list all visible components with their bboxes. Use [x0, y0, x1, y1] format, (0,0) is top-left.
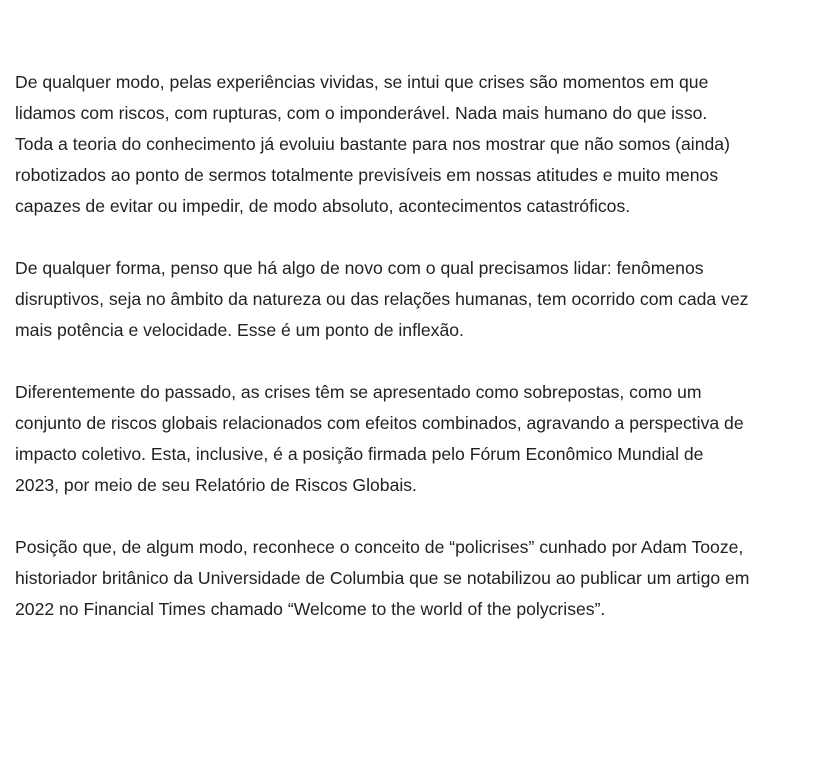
text-line: Posição que, de algum modo, reconhece o conceito de “policrises” cunhado por Adam Tooze,: [15, 537, 744, 557]
text-line: Diferentemente do passado, as crises têm se apresentado como sobrepostas, como um: [15, 382, 702, 402]
text-line: disruptivos, seja no âmbito da natureza ou das relações humanas, tem ocorrido com cada vez: [15, 289, 749, 309]
text-line: conjunto de riscos globais relacionados com efeitos combinados, agravando a perspectiva de: [15, 413, 744, 433]
text-line: 2022 no Financial Times chamado “Welcome to the world of the polycrises”.: [15, 599, 606, 619]
article-body: [15, 67, 815, 625]
paragraph-spacer: [15, 501, 815, 532]
text-line: impacto coletivo. Esta, inclusive, é a posição firmada pelo Fórum Econômico Mundial de: [15, 444, 704, 464]
text-line: historiador britânico da Universidade de Columbia que se notabilizou ao publicar um artigo em: [15, 568, 750, 588]
paragraph-crises-intro: [15, 67, 815, 222]
text-line: De qualquer forma, penso que há algo de novo com o qual precisamos lidar: fenômenos: [15, 258, 704, 278]
paragraph-overlapping-crises: [15, 377, 815, 501]
paragraph-spacer: [15, 222, 815, 253]
text-line: Toda a teoria do conhecimento já evoluiu bastante para nos mostrar que não somos (ainda): [15, 134, 730, 154]
text-line: mais potência e velocidade. Esse é um ponto de inflexão.: [15, 320, 464, 340]
text-line: robotizados ao ponto de sermos totalmente previsíveis em nossas atitudes e muito menos: [15, 165, 719, 185]
text-line: De qualquer modo, pelas experiências vividas, se intui que crises são momentos em que: [15, 72, 709, 92]
text-line: lidamos com riscos, com rupturas, com o imponderável. Nada mais humano do que isso.: [15, 103, 708, 123]
paragraph-polycrises: [15, 532, 815, 625]
text-line: capazes de evitar ou impedir, de modo absoluto, acontecimentos catastróficos.: [15, 196, 631, 216]
paragraph-spacer: [15, 346, 815, 377]
text-line: 2023, por meio de seu Relatório de Riscos Globais.: [15, 475, 417, 495]
paragraph-disruptive-phenomena: [15, 253, 815, 346]
